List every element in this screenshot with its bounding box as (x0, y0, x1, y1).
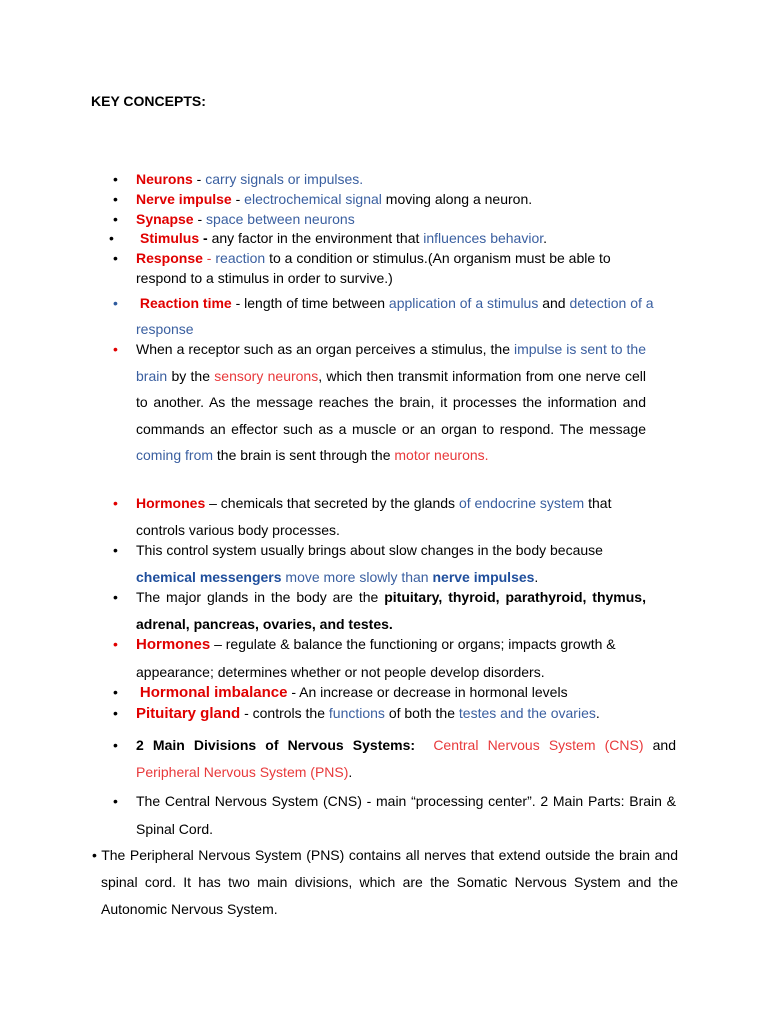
term-reaction-time: Reaction time (139, 295, 232, 311)
term-neurons: Neurons (136, 171, 193, 187)
bullet: • (113, 705, 118, 721)
bullet: • (92, 847, 97, 863)
list-item-synapse: • Synapse - space between neurons (113, 211, 355, 227)
bullet: • (113, 793, 118, 809)
bullet: • (113, 589, 118, 605)
bullet: • (113, 250, 118, 266)
list-item-reaction-time: • Reaction time - length of time between application of a stimulus and detection of a response (136, 290, 676, 342)
bullet: • (113, 542, 118, 558)
pns-paragraph: • The Peripheral Nervous System (PNS) contains all nerves that extend outside the brain and spinal cord. It has two main divisions, which are the Somatic Nervous System and the Autonomic Nervous System. (92, 847, 678, 917)
bullet: • (113, 295, 118, 311)
page-title: KEY CONCEPTS: (91, 93, 206, 109)
term-hormonal-imbalance: Hormonal imbalance (139, 684, 288, 701)
list-item-control-system: • This control system usually brings about slow changes in the body because chemical messengers move more slowly than nerve impulses. (136, 537, 651, 590)
list-item-nerve-impulse: • Nerve impulse - electrochemical signal moving along a neuron. (113, 191, 533, 207)
term-hormones: Hormones (136, 495, 206, 511)
list-item-cns: • The Central Nervous System (CNS) - main “processing center”. 2 Main Parts: Brain & Spinal Cord. (136, 787, 676, 843)
list-item-hormonal-imbalance: • Hormonal imbalance - An increase or decrease in hormonal levels (113, 684, 568, 701)
list-item-receptor: • When a receptor such as an organ perceives a stimulus, the impulse is sent to the brain by the sensory neurons, which then transmit information from one nerve cell to another. As the message reaches the brain, it processes the information and commands an effector such as a muscle or an organ to respond. The message coming from the brain is sent through the motor neurons. (136, 336, 646, 469)
list-item-hormones: • Hormones – chemicals that secreted by the glands of endocrine system that controls various body processes. (136, 490, 651, 543)
term-nerve-impulse: Nerve impulse (136, 191, 232, 207)
list-item-stimulus: • Stimulus - any factor in the environment that influences behavior. (109, 230, 548, 246)
list-item-hormones-regulate: • Hormones – regulate & balance the functioning or organs; impacts growth & appearance; determines whether or not people develop disorders. (136, 631, 671, 685)
bullet: • (113, 684, 118, 700)
term-hormones: Hormones (136, 636, 211, 653)
term-response: Response (136, 250, 203, 266)
bullet: • (113, 191, 118, 207)
term-pituitary-gland: Pituitary gland (136, 705, 241, 722)
bullet: • (113, 636, 118, 652)
term-stimulus: Stimulus (140, 230, 200, 246)
bullet: • (113, 737, 118, 753)
bullet: • (113, 211, 118, 227)
list-item-response: • Response - reaction to a condition or stimulus.(An organism must be able to respond to a stimulus in order to survive.) (113, 250, 611, 286)
list-item-neurons: • Neurons - carry signals or impulses. (113, 171, 364, 187)
bullet: • (113, 495, 118, 511)
bullet: • (113, 171, 118, 187)
list-item-main-divisions: • 2 Main Divisions of Nervous Systems: Central Nervous System (CNS) and Peripheral Nervous System (PNS). (136, 732, 676, 786)
term-synapse: Synapse (136, 211, 194, 227)
bullet: • (113, 341, 118, 357)
list-item-major-glands: • The major glands in the body are the pituitary, thyroid, parathyroid, thymus, adrenal, pancreas, ovaries, and testes. (136, 584, 646, 637)
list-item-pituitary-gland: • Pituitary gland - controls the functions of both the testes and the ovaries. (113, 705, 600, 722)
bullet: • (109, 230, 114, 246)
